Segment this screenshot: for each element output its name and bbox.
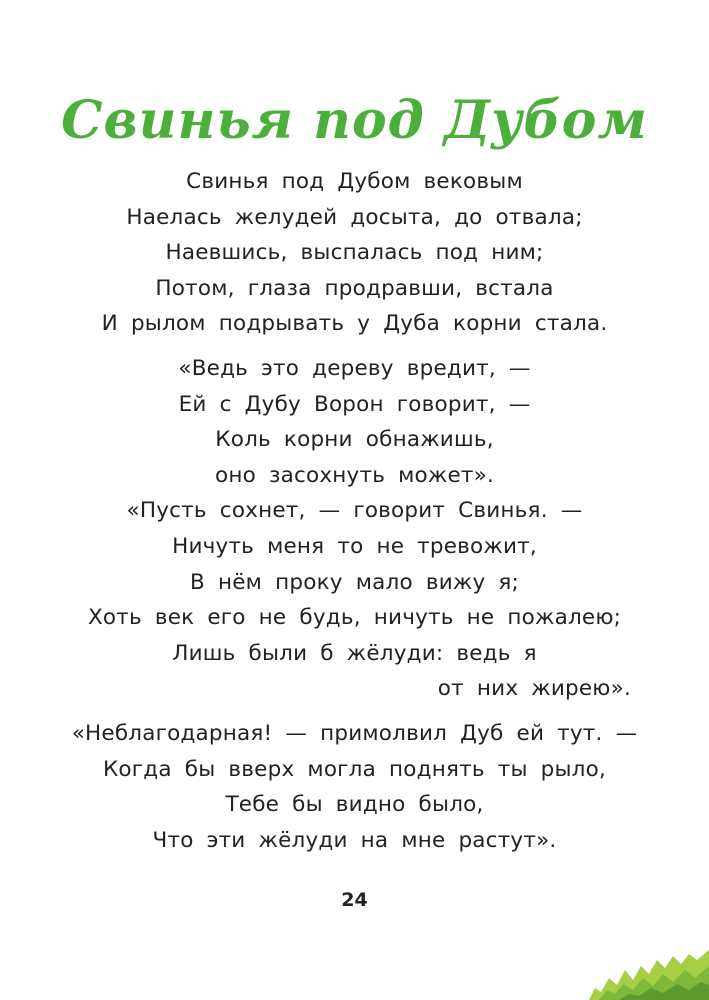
poem-line: Хоть век его не будь, ничуть не пожалею; [87,605,622,631]
poem-line: от них жирею». [437,676,631,702]
poem-line: оно засохнуть может». [215,462,494,488]
poem-line: Потом, глаза продравши, встала [155,275,554,301]
poem-line: «Неблагодарная! — примолвил Дуб ей тут. — [71,721,638,746]
poem-line: Ей с Дубу Ворон говорит, — [178,391,531,417]
stanza-3 [0,716,709,858]
poem-title: Свинья под Дубом [61,90,648,151]
poem-line: Наелась желудей досыта, до отвала; [126,204,583,230]
poem-line: В нём проку мало вижу я; [190,569,519,595]
stanza-2 [0,351,709,707]
poem-line: «Пусть сохнет, — говорит Свинья. — [126,498,583,524]
stanza-1 [0,164,709,342]
grass-decoration [589,930,709,1000]
poem-line: Лишь были б жёлуди: ведь я [172,640,537,666]
poem-line: И рылом подрывать у Дуба корни стала. [101,311,608,337]
poem-line: Когда бы вверх могла поднять ты рыло, [102,756,607,782]
poem-line: Свинья под Дубом вековым [186,169,523,194]
poem-line: Ничуть меня то не тревожит, [172,533,537,559]
page-number: 24 [341,889,368,911]
poem-line: Коль корни обнажишь, [215,427,494,453]
poem-line: Тебе бы видно было, [225,792,484,818]
poem-line: «Ведь это дереву вредит, — [178,356,531,381]
poem-line: Наевшись, выспалась под ним; [165,240,544,266]
poem-line: Что эти жёлуди на мне растут». [152,827,557,853]
